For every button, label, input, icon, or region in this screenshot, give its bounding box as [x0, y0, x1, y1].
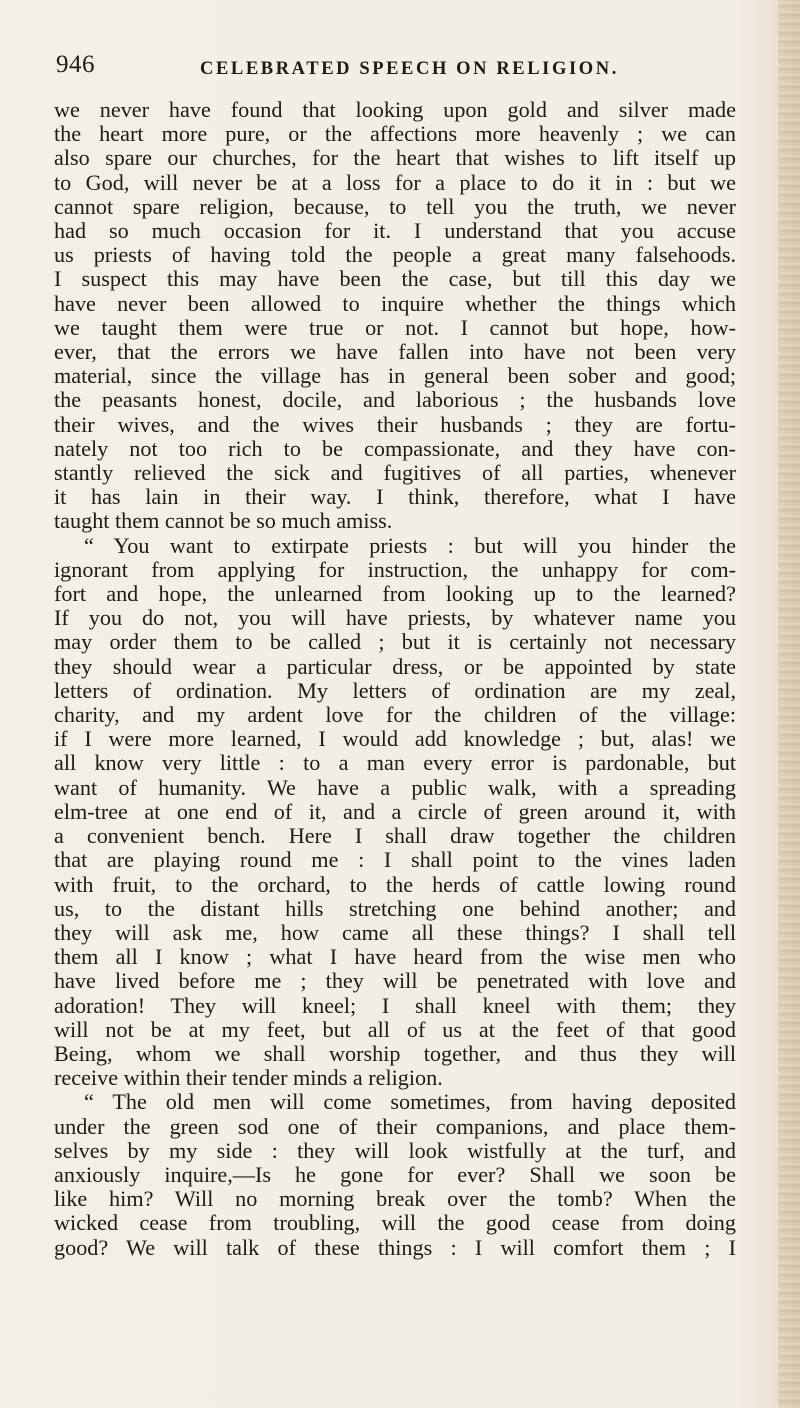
text-line: If you do not, you will have priests, by whatever name you: [54, 605, 736, 631]
text-line: anxiously inquire,—Is he gone for ever? Shall we soon be: [54, 1161, 736, 1187]
text-line: us, to the distant hills stretching one behind another; and: [54, 895, 736, 921]
text-line: also spare our churches, for the heart that wishes to lift itself up: [54, 145, 736, 171]
text-line: will not be at my feet, but all of us at the feet of that good: [54, 1016, 736, 1042]
text-line: if I were more learned, I would add knowledge ; but, alas! we: [54, 726, 736, 752]
text-line: wicked cease from troubling, will the good cease from doing: [54, 1210, 736, 1236]
running-title: CELEBRATED SPEECH ON RELIGION.: [200, 59, 619, 79]
text-line: Being, whom we shall worship together, and thus they will: [54, 1040, 736, 1066]
text-line: with fruit, to the orchard, to the herds of cattle lowing round: [54, 871, 736, 897]
text-line: a convenient bench. Here I shall draw together the children: [54, 823, 736, 849]
text-line: receive within their tender minds a religion.: [54, 1065, 443, 1091]
text-line: good? We will talk of these things : I will comfort them ; I: [54, 1234, 736, 1260]
text-line: that are playing round me : I shall point to the vines laden: [54, 847, 736, 873]
text-line: “ The old men will come sometimes, from having deposited: [84, 1089, 736, 1115]
text-line: may order them to be called ; but it is certainly not necessary: [54, 629, 736, 655]
text-line: cannot spare religion, because, to tell you the truth, we never: [54, 193, 736, 219]
text-line: want of humanity. We have a public walk, with a spreading: [54, 774, 736, 800]
text-line: adoration! They will kneel; I shall kneel with them; they: [54, 992, 736, 1018]
text-line: they should wear a particular dress, or be appointed by state: [54, 653, 736, 679]
text-line: it has lain in their way. I think, therefore, what I have: [54, 484, 736, 510]
text-line: have never been allowed to inquire whether the things which: [54, 290, 736, 316]
text-line: charity, and my ardent love for the children of the village:: [54, 702, 736, 728]
text-line: elm-tree at one end of it, and a circle of green around it, with: [54, 798, 736, 824]
text-line: have lived before me ; they will be penetrated with love and: [54, 968, 736, 994]
text-line: I suspect this may have been the case, but till this day we: [54, 266, 736, 292]
body-text: [54, 98, 736, 1260]
text-line: nately not too rich to be compassionate, and they have con-: [54, 435, 736, 461]
page-header: [56, 51, 756, 83]
text-line: taught them cannot be so much amiss.: [54, 508, 393, 534]
text-line: all know very little : to a man every error is pardonable, but: [54, 750, 736, 776]
text-line: them all I know ; what I have heard from the wise men who: [54, 944, 736, 970]
text-line: fort and hope, the unlearned from looking up to the learned?: [54, 581, 736, 607]
text-line: the peasants honest, docile, and laborious ; the husbands love: [54, 387, 736, 413]
text-line: us priests of having told the people a great many falsehoods.: [54, 242, 736, 268]
text-line: we taught them were true or not. I cannot but hope, how-: [54, 314, 736, 340]
text-line: they will ask me, how came all these things? I shall tell: [54, 919, 736, 945]
text-line: the heart more pure, or the affections more heavenly ; we can: [54, 121, 736, 147]
text-line: their wives, and the wives their husbands ; they are fortu-: [54, 411, 736, 437]
text-line: ignorant from applying for instruction, the unhappy for com-: [54, 556, 736, 582]
text-line: ever, that the errors we have fallen into have not been very: [54, 339, 736, 365]
text-line: had so much occasion for it. I understand that you accuse: [54, 218, 736, 244]
text-line: letters of ordination. My letters of ordination are my zeal,: [54, 677, 736, 703]
page-edge: [778, 0, 800, 1408]
text-line: “ You want to extirpate priests : but will you hinder the: [84, 532, 736, 558]
text-line: under the green sod one of their companions, and place them-: [54, 1113, 736, 1139]
text-line: we never have found that looking upon gold and silver made: [54, 97, 736, 122]
text-line: material, since the village has in general been sober and good;: [54, 363, 736, 389]
text-line: stantly relieved the sick and fugitives of all parties, whenever: [54, 460, 736, 486]
text-line: like him? Will no morning break over the tomb? When the: [54, 1186, 736, 1212]
page-number: 946: [56, 51, 95, 78]
text-line: to God, will never be at a loss for a place to do it in : but we: [54, 169, 736, 195]
text-line: selves by my side : they will look wistfully at the turf, and: [54, 1137, 736, 1163]
